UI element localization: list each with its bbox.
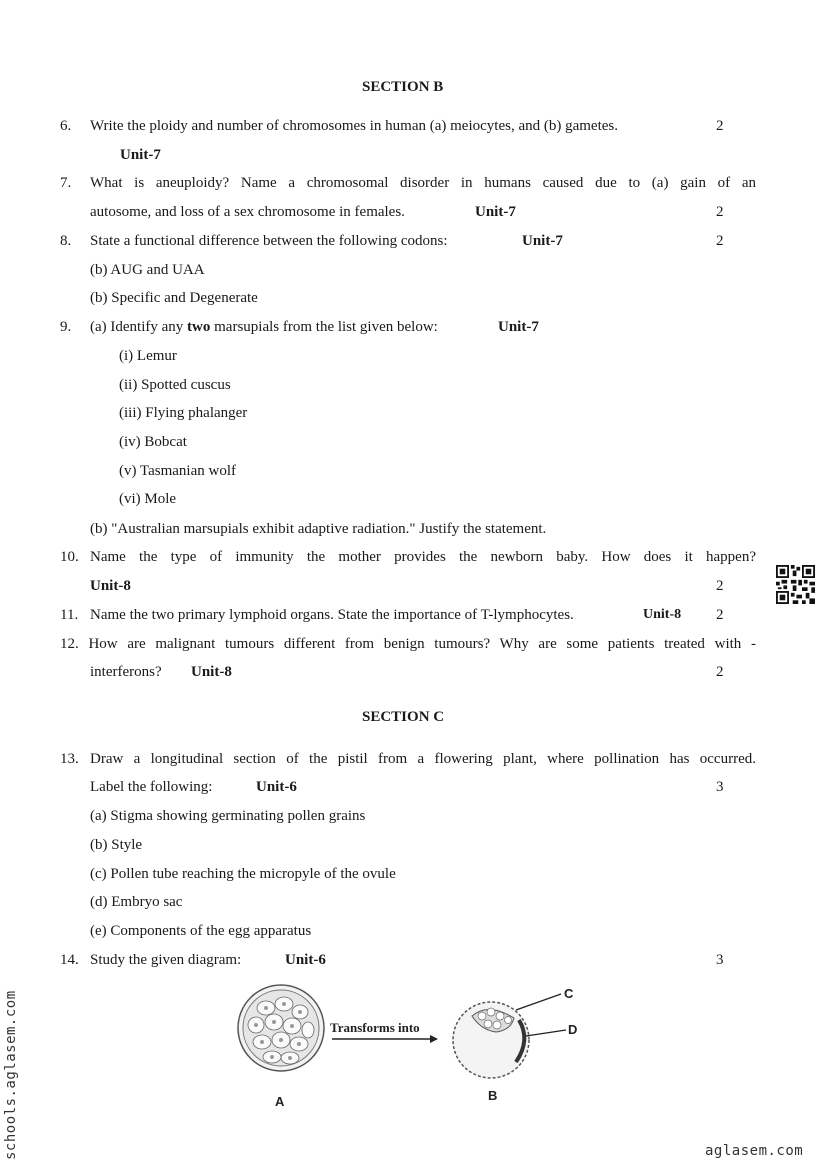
question-12-number: 12. (60, 636, 79, 652)
question-10-unit: Unit-8 (90, 578, 131, 594)
question-14-marks: 3 (716, 952, 724, 968)
label-b: B (488, 1088, 498, 1103)
question-9-text-bold: two (187, 319, 211, 335)
question-11-number: 11. (60, 607, 79, 623)
watermark-left: schools.aglasem.com (3, 990, 19, 1160)
qr-code-icon (776, 565, 815, 604)
question-13-unit: Unit-6 (256, 779, 297, 795)
question-9-item: (vi) Mole (119, 491, 177, 507)
question-10-number: 10. (60, 549, 79, 565)
question-9-text-a: (a) Identify any (90, 319, 188, 335)
label-a: A (275, 1094, 285, 1109)
label-c: C (564, 986, 574, 1001)
question-6-marks: 2 (716, 118, 724, 134)
question-11-marks: 2 (716, 607, 724, 623)
question-9-item: (iv) Bobcat (119, 434, 187, 450)
watermark-right: aglasem.com (705, 1143, 804, 1159)
question-8-number: 8. (60, 233, 72, 249)
question-8-text: State a functional difference between the following codons: (90, 233, 448, 249)
question-9-number: 9. (60, 319, 72, 335)
question-7-marks: 2 (716, 204, 724, 220)
question-12-line-1 (60, 636, 756, 653)
question-6-unit: Unit-7 (120, 147, 161, 163)
question-13-marks: 3 (716, 779, 724, 795)
question-8-option-a: (b) AUG and UAA (90, 262, 205, 278)
question-9-item: (i) Lemur (119, 348, 177, 364)
question-10-text: Name the type of immunity the mother provides the newborn baby. How does it happen? (90, 549, 756, 565)
question-11-unit: Unit-8 (643, 607, 682, 622)
question-8-option-b: (b) Specific and Degenerate (90, 290, 258, 306)
question-7-line-2: autosome, and loss of a sex chromosome in females. (90, 204, 405, 220)
question-9-item: (v) Tasmanian wolf (119, 463, 236, 479)
question-6-text: Write the ploidy and number of chromosomes in human (a) meiocytes, and (b) gametes. (90, 118, 618, 134)
question-13-item: (d) Embryo sac (90, 894, 183, 910)
morula-cell-cluster (238, 985, 324, 1071)
diagram-arrow-label: Transforms into (330, 1020, 420, 1035)
question-11-text: Name the two primary lymphoid organs. State the importance of T-lymphocytes. (90, 607, 574, 623)
question-13-item: (a) Stigma showing germinating pollen grains (90, 808, 366, 824)
blastocyst (453, 1002, 529, 1078)
question-14-unit: Unit-6 (285, 952, 326, 968)
question-12-text: How are malignant tumours different from benign tumours? Why are some patients treated with - (88, 636, 756, 652)
question-9-unit: Unit-7 (498, 319, 539, 335)
question-8-unit: Unit-7 (522, 233, 563, 249)
question-7-number: 7. (60, 175, 72, 191)
question-10-marks: 2 (716, 578, 724, 594)
pointer-line-d (526, 1030, 566, 1036)
morula-blastocyst-diagram (226, 980, 586, 1110)
pointer-line-c (516, 994, 561, 1010)
section-c-heading: SECTION C (362, 709, 445, 725)
question-12-unit: Unit-8 (191, 664, 232, 680)
question-13-item: (b) Style (90, 837, 143, 853)
arrow-head-icon (430, 1035, 438, 1043)
question-13-number: 13. (60, 751, 79, 767)
question-7-unit: Unit-7 (475, 204, 516, 220)
question-13-item: (e) Components of the egg apparatus (90, 923, 312, 939)
question-13-item: (c) Pollen tube reaching the micropyle of the ovule (90, 866, 396, 882)
question-12-marks: 2 (716, 664, 724, 680)
question-14-text: Study the given diagram: (90, 952, 242, 968)
question-13-line-2: Label the following: (90, 779, 213, 795)
question-7-line-1: What is aneuploidy? Name a chromosomal disorder in humans caused due to (a) gain of an (90, 175, 756, 191)
question-13-line-1: Draw a longitudinal section of the pistil from a flowering plant, where pollination has occurred. (90, 751, 756, 767)
label-d: D (568, 1022, 578, 1037)
question-9-text (90, 319, 438, 336)
question-14-number: 14. (60, 952, 79, 968)
question-12-line-2: interferons? (90, 664, 162, 680)
question-8-marks: 2 (716, 233, 724, 249)
question-9-part-b: (b) "Australian marsupials exhibit adaptive radiation." Justify the statement. (90, 521, 547, 537)
question-6-number: 6. (60, 118, 72, 134)
question-9-item: (ii) Spotted cuscus (119, 377, 231, 393)
section-b-heading: SECTION B (362, 79, 444, 95)
question-9-item: (iii) Flying phalanger (119, 405, 248, 421)
question-9-text-b: marsupials from the list given below: (210, 319, 438, 335)
